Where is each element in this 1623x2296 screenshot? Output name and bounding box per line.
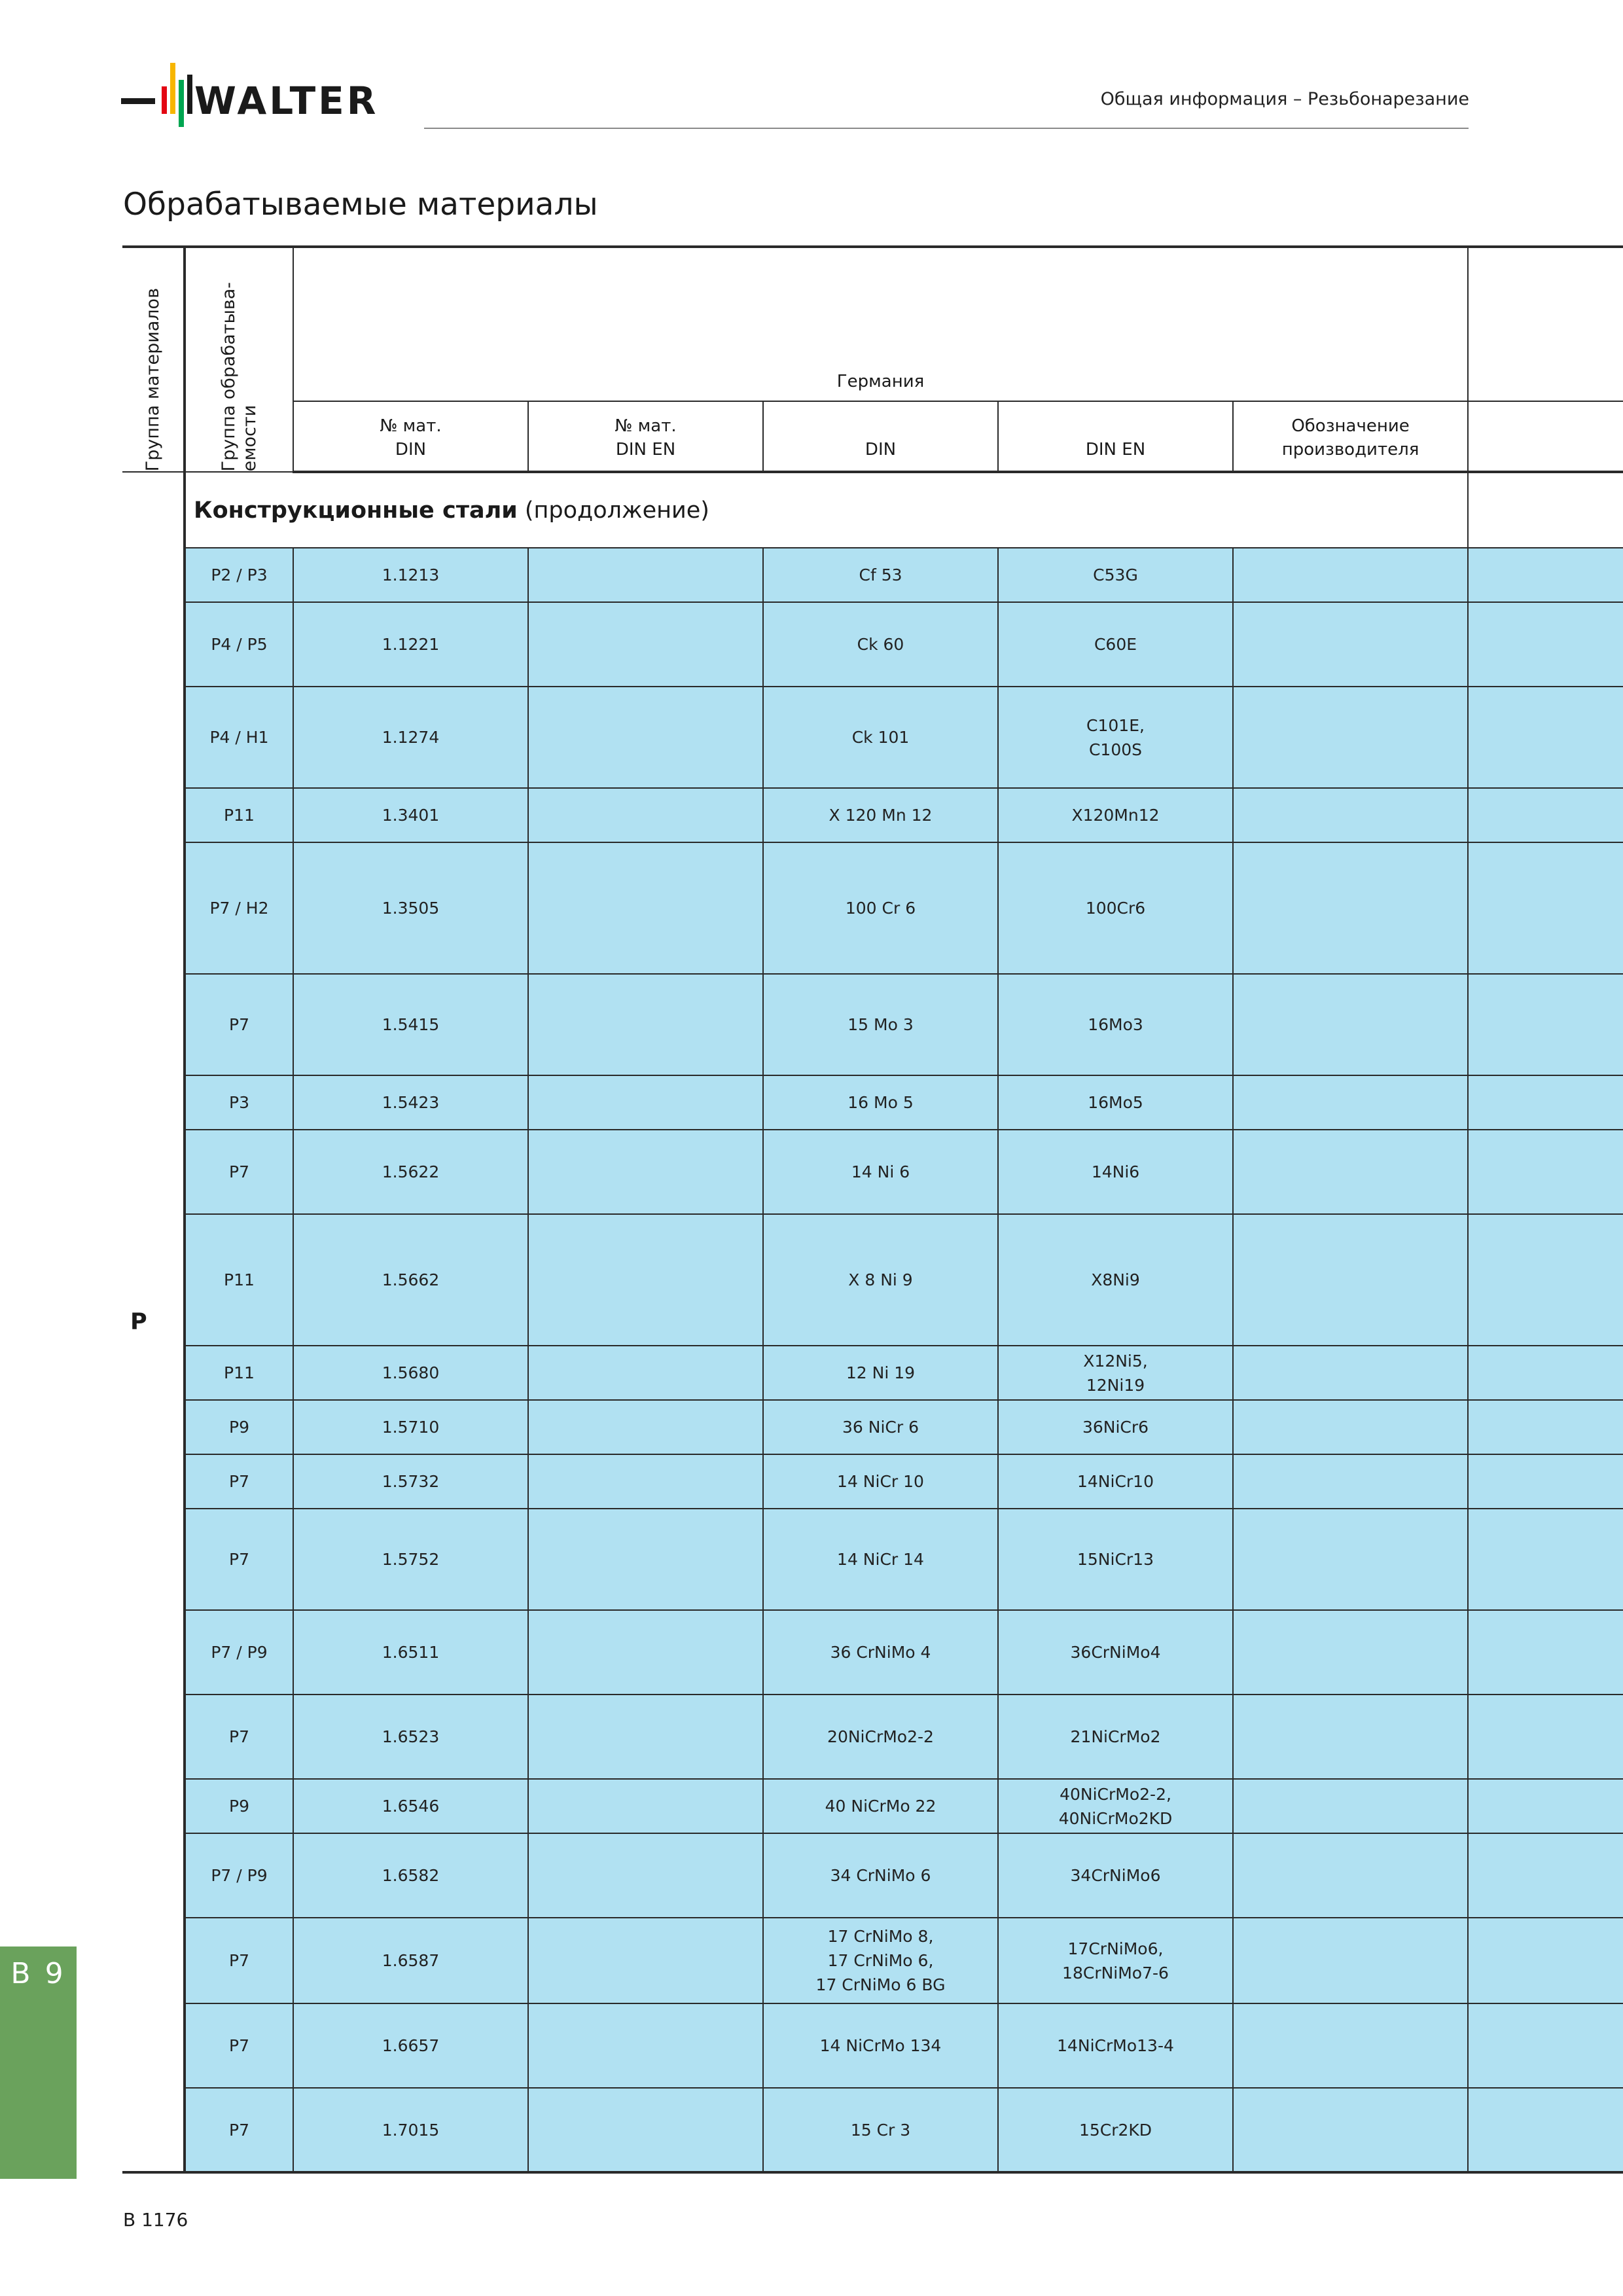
- cell-din: 12 Ni 19: [763, 1346, 998, 1400]
- cell-mat-no-din-en: [528, 602, 763, 687]
- header-next-country: [1468, 247, 1623, 401]
- cell-mat-no-din: 1.6523: [293, 1695, 528, 1779]
- cell-din: 100 Cr 6: [763, 842, 998, 974]
- logo-bar-red: [162, 86, 167, 114]
- cell-din: 15 Mo 3: [763, 974, 998, 1075]
- cell-mat-no-din: 1.6587: [293, 1918, 528, 2003]
- cell-machinability: P7: [185, 1695, 293, 1779]
- cell-next-country: [1468, 1454, 1623, 1509]
- cell-mat-no-din-en: [528, 687, 763, 788]
- logo-bar-green: [179, 80, 184, 127]
- table-row: [122, 1454, 1623, 1509]
- cell-mat-no-din-en: [528, 974, 763, 1075]
- cell-machinability: P7: [185, 1454, 293, 1509]
- section-title-bold: Конструкционные стали: [194, 497, 518, 524]
- cell-manufacturer: [1233, 1610, 1468, 1695]
- cell-din-en: 34CrNiMo6: [998, 1833, 1233, 1918]
- cell-din: 14 NiCr 14: [763, 1509, 998, 1610]
- cell-mat-no-din: 1.6511: [293, 1610, 528, 1695]
- logo-bar-yellow: [170, 63, 175, 114]
- cell-mat-no-din: 1.1221: [293, 602, 528, 687]
- cell-next-country: [1468, 974, 1623, 1075]
- cell-manufacturer: [1233, 1509, 1468, 1610]
- cell-din: 20NiCrMo2-2: [763, 1695, 998, 1779]
- cell-mat-no-din: 1.6546: [293, 1779, 528, 1833]
- cell-manufacturer: [1233, 1400, 1468, 1454]
- cell-din-en: 16Mo3: [998, 974, 1233, 1075]
- cell-machinability: P9: [185, 1779, 293, 1833]
- cell-din: 40 NiCrMo 22: [763, 1779, 998, 1833]
- header-manufacturer-designation: Обозначение производителя: [1233, 401, 1468, 472]
- cell-manufacturer: [1233, 974, 1468, 1075]
- cell-mat-no-din-en: [528, 548, 763, 602]
- cell-mat-no-din: 1.5415: [293, 974, 528, 1075]
- cell-mat-no-din-en: [528, 1400, 763, 1454]
- cell-mat-no-din: 1.1213: [293, 548, 528, 602]
- header-material-group: Группа материалов: [122, 247, 185, 472]
- cell-mat-no-din: 1.5622: [293, 1130, 528, 1214]
- cell-din: Ck 101: [763, 687, 998, 788]
- cell-din-en: 15NiCr13: [998, 1509, 1233, 1610]
- table-row: [122, 1400, 1623, 1454]
- cell-din: X 120 Mn 12: [763, 788, 998, 842]
- table-row: [122, 1918, 1623, 2003]
- table-row: [122, 1346, 1623, 1400]
- cell-manufacturer: [1233, 602, 1468, 687]
- table-row: [122, 2003, 1623, 2088]
- header-din-en: DIN EN: [998, 401, 1233, 472]
- table-row: [122, 1214, 1623, 1346]
- table-row: [122, 687, 1623, 788]
- cell-next-country: [1468, 1214, 1623, 1346]
- table-row: [122, 1779, 1623, 1833]
- chapter-tab-label: B 9: [10, 1957, 66, 1990]
- cell-machinability: P7: [185, 2088, 293, 2172]
- walter-logo: [121, 60, 402, 132]
- cell-mat-no-din-en: [528, 1214, 763, 1346]
- cell-mat-no-din: 1.5752: [293, 1509, 528, 1610]
- header-mat-no-din: № мат. DIN: [293, 401, 528, 472]
- section-row: [122, 472, 1623, 548]
- cell-mat-no-din: 1.5423: [293, 1075, 528, 1130]
- cell-machinability: P11: [185, 1214, 293, 1346]
- cell-machinability: P4 / P5: [185, 602, 293, 687]
- cell-din-en: 14Ni6: [998, 1130, 1233, 1214]
- cell-next-country: [1468, 1509, 1623, 1610]
- table-row: [122, 1509, 1623, 1610]
- cell-manufacturer: [1233, 1075, 1468, 1130]
- cell-next-country: [1468, 1130, 1623, 1214]
- header-machinability-group: Группа обрабатыва- емости: [185, 247, 293, 472]
- cell-mat-no-din-en: [528, 842, 763, 974]
- cell-din-en: 14NiCr10: [998, 1454, 1233, 1509]
- cell-machinability: P7: [185, 1509, 293, 1610]
- cell-machinability: P7 / H2: [185, 842, 293, 974]
- cell-din: Ck 60: [763, 602, 998, 687]
- cell-mat-no-din: 1.5662: [293, 1214, 528, 1346]
- cell-manufacturer: [1233, 1833, 1468, 1918]
- cell-machinability: P9: [185, 1400, 293, 1454]
- materials-table: [122, 245, 1623, 2174]
- logo-dash: [121, 98, 155, 104]
- cell-mat-no-din-en: [528, 1509, 763, 1610]
- cell-din: 14 NiCr 10: [763, 1454, 998, 1509]
- cell-next-country: [1468, 842, 1623, 974]
- page-title: Обрабатываемые материалы: [123, 187, 598, 223]
- cell-din: 15 Cr 3: [763, 2088, 998, 2172]
- cell-manufacturer: [1233, 1214, 1468, 1346]
- cell-din-en: 17CrNiMo6, 18CrNiMo7-6: [998, 1918, 1233, 2003]
- cell-manufacturer: [1233, 1695, 1468, 1779]
- cell-din: 16 Mo 5: [763, 1075, 998, 1130]
- cell-next-country: [1468, 548, 1623, 602]
- table-row: [122, 602, 1623, 687]
- cell-din-en: 40NiCrMo2-2, 40NiCrMo2KD: [998, 1779, 1233, 1833]
- table-row: [122, 1610, 1623, 1695]
- chapter-tab: [0, 1946, 77, 2179]
- page-number: B 1176: [123, 2209, 188, 2231]
- cell-next-country: [1468, 602, 1623, 687]
- cell-mat-no-din: 1.6657: [293, 2003, 528, 2088]
- header-divider: [424, 128, 1469, 129]
- cell-din: 36 NiCr 6: [763, 1400, 998, 1454]
- cell-mat-no-din: 1.1274: [293, 687, 528, 788]
- cell-din-en: C101E, C100S: [998, 687, 1233, 788]
- cell-manufacturer: [1233, 842, 1468, 974]
- cell-machinability: P11: [185, 788, 293, 842]
- cell-din: X 8 Ni 9: [763, 1214, 998, 1346]
- cell-next-country: [1468, 1695, 1623, 1779]
- table-row: [122, 1695, 1623, 1779]
- cell-manufacturer: [1233, 1130, 1468, 1214]
- cell-next-country: [1468, 1918, 1623, 2003]
- cell-next-country: [1468, 1400, 1623, 1454]
- cell-manufacturer: [1233, 2003, 1468, 2088]
- cell-din-en: 21NiCrMo2: [998, 1695, 1233, 1779]
- cell-machinability: P2 / P3: [185, 548, 293, 602]
- cell-din: 17 CrNiMo 8, 17 CrNiMo 6, 17 CrNiMo 6 BG: [763, 1918, 998, 2003]
- header-next-country-sub: [1468, 401, 1623, 472]
- cell-mat-no-din: 1.6582: [293, 1833, 528, 1918]
- cell-din-en: X12Ni5, 12Ni19: [998, 1346, 1233, 1400]
- table-row: [122, 788, 1623, 842]
- cell-manufacturer: [1233, 1779, 1468, 1833]
- table-row: [122, 974, 1623, 1075]
- cell-din: 14 Ni 6: [763, 1130, 998, 1214]
- cell-next-country: [1468, 2003, 1623, 2088]
- cell-mat-no-din-en: [528, 1695, 763, 1779]
- cell-din-en: 16Mo5: [998, 1075, 1233, 1130]
- cell-mat-no-din: 1.7015: [293, 2088, 528, 2172]
- cell-manufacturer: [1233, 788, 1468, 842]
- header-din: DIN: [763, 401, 998, 472]
- cell-din: Cf 53: [763, 548, 998, 602]
- cell-mat-no-din-en: [528, 2003, 763, 2088]
- cell-mat-no-din: 1.3505: [293, 842, 528, 974]
- cell-manufacturer: [1233, 2088, 1468, 2172]
- cell-next-country: [1468, 788, 1623, 842]
- cell-next-country: [1468, 687, 1623, 788]
- table-row: [122, 842, 1623, 974]
- cell-din-en: 100Cr6: [998, 842, 1233, 974]
- cell-mat-no-din: 1.5710: [293, 1400, 528, 1454]
- cell-machinability: P7 / P9: [185, 1833, 293, 1918]
- cell-mat-no-din: 1.5680: [293, 1346, 528, 1400]
- cell-din-en: 15Cr2KD: [998, 2088, 1233, 2172]
- cell-machinability: P11: [185, 1346, 293, 1400]
- cell-mat-no-din: 1.3401: [293, 788, 528, 842]
- cell-machinability: P7 / P9: [185, 1610, 293, 1695]
- cell-manufacturer: [1233, 1454, 1468, 1509]
- cell-din-en: X120Mn12: [998, 788, 1233, 842]
- cell-machinability: P7: [185, 974, 293, 1075]
- table-row: [122, 2088, 1623, 2172]
- cell-din-en: X8Ni9: [998, 1214, 1233, 1346]
- section-next-cell: [1468, 472, 1623, 548]
- table-row: [122, 1833, 1623, 1918]
- cell-din: 34 CrNiMo 6: [763, 1833, 998, 1918]
- cell-machinability: P4 / H1: [185, 687, 293, 788]
- cell-next-country: [1468, 1610, 1623, 1695]
- cell-machinability: P3: [185, 1075, 293, 1130]
- header-country-germany: Германия: [293, 247, 1468, 401]
- table-row: [122, 1075, 1623, 1130]
- cell-mat-no-din-en: [528, 1610, 763, 1695]
- table-row: [122, 548, 1623, 602]
- materials-table-container: [122, 245, 1623, 2172]
- cell-next-country: [1468, 1779, 1623, 1833]
- cell-mat-no-din-en: [528, 1075, 763, 1130]
- cell-din: 36 CrNiMo 4: [763, 1610, 998, 1695]
- cell-mat-no-din-en: [528, 1454, 763, 1509]
- cell-mat-no-din-en: [528, 1779, 763, 1833]
- cell-din-en: 36NiCr6: [998, 1400, 1233, 1454]
- header-mat-no-din-en: № мат. DIN EN: [528, 401, 763, 472]
- cell-din-en: 14NiCrMo13-4: [998, 2003, 1233, 2088]
- header-section-title: Общая информация – Резьбонарезание: [1100, 89, 1469, 109]
- cell-mat-no-din-en: [528, 1833, 763, 1918]
- cell-next-country: [1468, 2088, 1623, 2172]
- cell-manufacturer: [1233, 687, 1468, 788]
- cell-manufacturer: [1233, 1346, 1468, 1400]
- table-row: [122, 1130, 1623, 1214]
- section-title: [185, 472, 1468, 548]
- logo-bar-black: [187, 75, 192, 114]
- cell-mat-no-din-en: [528, 1130, 763, 1214]
- cell-next-country: [1468, 1833, 1623, 1918]
- cell-mat-no-din: 1.5732: [293, 1454, 528, 1509]
- cell-din-en: C60E: [998, 602, 1233, 687]
- logo-wordmark: WALTER: [194, 79, 379, 123]
- cell-machinability: P7: [185, 2003, 293, 2088]
- material-group-p: P: [122, 472, 185, 2172]
- cell-next-country: [1468, 1075, 1623, 1130]
- cell-din-en: 36CrNiMo4: [998, 1610, 1233, 1695]
- cell-manufacturer: [1233, 548, 1468, 602]
- cell-mat-no-din-en: [528, 1346, 763, 1400]
- cell-din-en: C53G: [998, 548, 1233, 602]
- cell-din: 14 NiCrMo 134: [763, 2003, 998, 2088]
- cell-machinability: P7: [185, 1918, 293, 2003]
- cell-mat-no-din-en: [528, 1918, 763, 2003]
- cell-manufacturer: [1233, 1918, 1468, 2003]
- cell-mat-no-din-en: [528, 788, 763, 842]
- cell-next-country: [1468, 1346, 1623, 1400]
- cell-mat-no-din-en: [528, 2088, 763, 2172]
- cell-machinability: P7: [185, 1130, 293, 1214]
- section-title-rest: (продолжение): [517, 497, 709, 524]
